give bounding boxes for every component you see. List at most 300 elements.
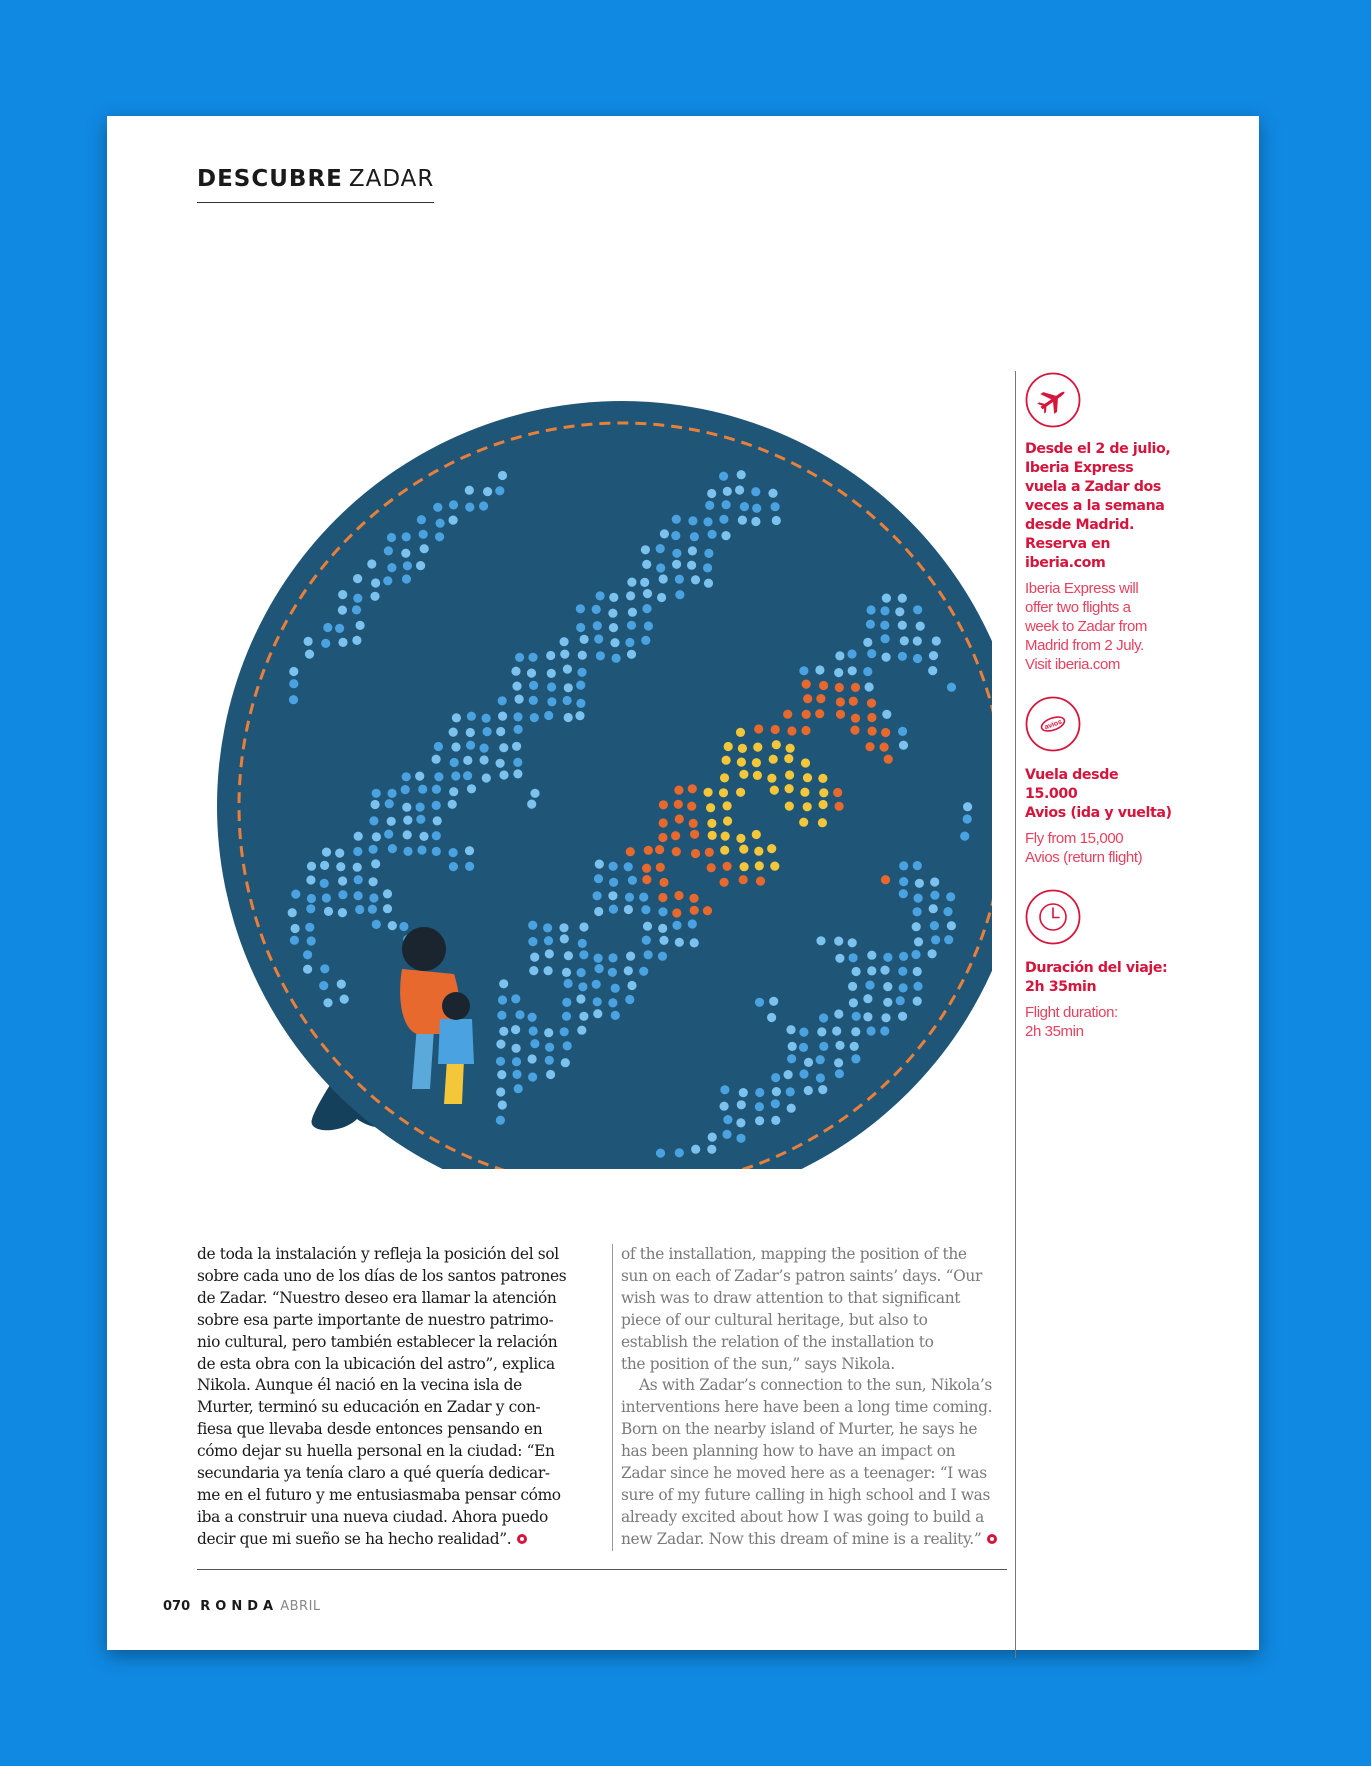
article-line: sobre cada uno de los días de los santos patrones [197, 1266, 567, 1285]
stone-light [704, 549, 713, 558]
article-line: establish the relation of the installation to [621, 1332, 934, 1351]
stone-light [403, 830, 412, 839]
stone-light [705, 501, 714, 510]
stone-light [593, 997, 602, 1006]
stone-light [480, 744, 489, 753]
stone-light [576, 994, 585, 1003]
stone-light [511, 1025, 520, 1034]
stone-light [740, 862, 749, 871]
stone-light [899, 877, 908, 886]
stone-light [708, 1133, 717, 1142]
stone-light [578, 939, 587, 948]
sidebar-line: desde Madrid. [1025, 517, 1134, 533]
stone-light [755, 861, 764, 870]
stone-light [291, 890, 300, 899]
magazine-name: RONDA [200, 1599, 279, 1614]
stone-light [930, 921, 939, 930]
stone-light [884, 755, 893, 764]
stone-light [499, 1027, 508, 1036]
stone-light [929, 904, 938, 913]
stone-light [514, 1084, 523, 1093]
stone-light [740, 502, 749, 511]
article-column-english [612, 1244, 1021, 1551]
stone-light [644, 846, 653, 855]
stone-light [402, 772, 411, 781]
stone-light [322, 848, 331, 857]
stone-light [848, 938, 857, 947]
stone-light [643, 589, 652, 598]
stone-light [547, 669, 556, 678]
stone-light [913, 982, 922, 991]
stone-light [737, 1100, 746, 1109]
article-line: Murter, terminó su educación en Zadar y con- [197, 1398, 541, 1417]
stone-light [544, 936, 553, 945]
stone-light [865, 981, 874, 990]
stone-light [641, 545, 650, 554]
stone-light [560, 1027, 569, 1036]
stone-light [672, 515, 681, 524]
stone-light [546, 1070, 555, 1079]
stone-light [786, 1087, 795, 1096]
stone-light [594, 907, 603, 916]
article-line: interventions here have been a long time coming. [621, 1398, 993, 1417]
stone-light [863, 994, 872, 1003]
stone-light [707, 1145, 716, 1154]
article-line: new Zadar. Now this dream of mine is a reality.” [621, 1529, 1021, 1551]
article-line: piece of our cultural heritage, but also to [621, 1310, 928, 1329]
stone-light [721, 531, 730, 540]
stone-light [578, 651, 587, 660]
stone-light [801, 726, 810, 735]
stone-light [543, 923, 552, 932]
article-line: Born on the nearby island of Murter, he says he [621, 1420, 978, 1439]
stone-light [739, 1088, 748, 1097]
stone-light [883, 998, 892, 1007]
stone-light [338, 606, 347, 615]
stone-light [544, 966, 553, 975]
stone-light [337, 980, 346, 989]
stone-light [737, 470, 746, 479]
stone-light [849, 953, 858, 962]
stone-light [900, 636, 909, 645]
stone-light [655, 845, 664, 854]
stone-light [575, 711, 584, 720]
stone-light [720, 1085, 729, 1094]
stone-light [402, 532, 411, 541]
stone-light [499, 770, 508, 779]
stone-light [596, 651, 605, 660]
stone-light [451, 771, 460, 780]
stone-light [819, 788, 828, 797]
stone-light [767, 844, 776, 853]
article-line: nio cultural, pero también establecer la relación [197, 1332, 558, 1351]
stone-light [656, 544, 665, 553]
stone-light [564, 979, 573, 988]
stone-light [736, 1134, 745, 1143]
magazine-page [107, 116, 1259, 1650]
stone-light [625, 638, 634, 647]
article-line: already excited about how I was going to build a [621, 1507, 984, 1526]
stone-light [687, 802, 696, 811]
stone-light [432, 847, 441, 856]
article-line: de Zadar. “Nuestro deseo era llamar la atención [197, 1288, 557, 1307]
stone-light [384, 830, 393, 839]
stone-light [834, 937, 843, 946]
stone-light [465, 486, 474, 495]
stone-light [577, 668, 586, 677]
stone-light [335, 624, 344, 633]
sidebar-avios-en [1025, 829, 1175, 867]
stone-light [816, 1055, 825, 1064]
stone-light [881, 634, 890, 643]
stone-light [511, 667, 520, 676]
stone-light [657, 593, 666, 602]
stone-light [883, 982, 892, 991]
stone-light [656, 863, 665, 872]
stone-light [833, 788, 842, 797]
stone-light [720, 846, 729, 855]
stone-light [434, 742, 443, 751]
stone-light [801, 758, 810, 767]
stone-light [802, 680, 811, 689]
page-folio [163, 1599, 321, 1614]
stone-light [511, 994, 520, 1003]
stone-light [290, 936, 299, 945]
stone-light [816, 694, 825, 703]
stone-light [387, 817, 396, 826]
stone-light [913, 997, 922, 1006]
article-line: has been planning how to have an impact on [621, 1442, 956, 1461]
sun-salutation-illustration [162, 369, 992, 1169]
stone-light [771, 502, 780, 511]
stone-light [913, 605, 922, 614]
page-number: 070 [163, 1599, 191, 1614]
stone-light [898, 727, 907, 736]
article-line: As with Zadar’s connection to the sun, Nikola’s [639, 1376, 992, 1395]
stone-light [899, 861, 908, 870]
stone-light [304, 637, 313, 646]
stone-light [579, 1012, 588, 1021]
stone-light [528, 937, 537, 946]
stone-light [546, 651, 555, 660]
stone-light [371, 800, 380, 809]
stone-light [785, 770, 794, 779]
stone-light [799, 818, 808, 827]
stone-light [659, 818, 668, 827]
stone-light [708, 530, 717, 539]
stone-light [756, 877, 765, 886]
stone-light [452, 713, 461, 722]
stone-light [530, 953, 539, 962]
stone-light [706, 803, 715, 812]
stone-light [529, 1026, 538, 1035]
stone-light [867, 966, 876, 975]
stone-light [479, 501, 488, 510]
stone-light [594, 954, 603, 963]
stone-light [834, 1009, 843, 1018]
stone-light [898, 967, 907, 976]
stone-light [848, 666, 857, 675]
stone-light [658, 907, 667, 916]
stone-light [913, 861, 922, 870]
stone-light [930, 877, 939, 886]
plane-icon [1025, 372, 1081, 428]
stone-light [496, 1057, 505, 1066]
stone-light [451, 742, 460, 751]
stone-light [307, 894, 316, 903]
stone-light [513, 769, 522, 778]
stone-light [545, 1056, 554, 1065]
stone-light [783, 710, 792, 719]
stone-light [624, 862, 633, 871]
stone-light [851, 683, 860, 692]
stone-light [498, 471, 507, 480]
stone-light [384, 546, 393, 555]
stone-light [771, 1099, 780, 1108]
stone-light [753, 743, 762, 752]
stone-light [498, 995, 507, 1004]
stone-light [530, 789, 539, 798]
sidebar-duration-es [1025, 959, 1175, 997]
sidebar-line: Duración del viaje: [1025, 960, 1168, 976]
stone-light [719, 472, 728, 481]
stone-light [448, 800, 457, 809]
stone-light [752, 504, 761, 513]
stone-light [547, 697, 556, 706]
stone-light [915, 879, 924, 888]
sidebar-line: Desde el 2 de julio, [1025, 441, 1171, 457]
stone-light [580, 635, 589, 644]
stone-light [691, 849, 700, 858]
stone-light [338, 876, 347, 885]
sidebar-line: vuela a Zadar dos [1025, 479, 1161, 495]
stone-light [755, 998, 764, 1007]
stone-light [624, 905, 633, 914]
sidebar-line: Madrid from 2 July. [1025, 637, 1144, 654]
stone-light [495, 486, 504, 495]
stone-light [528, 1072, 537, 1081]
sidebar-line: Iberia Express will [1025, 580, 1139, 597]
stone-light [720, 878, 729, 887]
stone-light [340, 995, 349, 1004]
stone-light [785, 802, 794, 811]
stone-light [819, 1013, 828, 1022]
stone-light [419, 832, 428, 841]
stone-light [928, 666, 937, 675]
stone-light [418, 785, 427, 794]
stone-light [530, 713, 539, 722]
stone-light [707, 819, 716, 828]
stone-light [883, 953, 892, 962]
stone-light [675, 814, 684, 823]
stone-light [644, 950, 653, 959]
sidebar-line: Visit iberia.com [1025, 656, 1121, 673]
stone-light [305, 923, 314, 932]
stone-light [642, 560, 651, 569]
stone-light [289, 667, 298, 676]
stone-light [323, 623, 332, 632]
stone-light [527, 800, 536, 809]
stone-light [592, 605, 601, 614]
stone-light [818, 818, 827, 827]
stone-light [723, 1115, 732, 1124]
stone-light [804, 1086, 813, 1095]
stone-light [498, 712, 507, 721]
stone-light [515, 1010, 524, 1019]
stone-light [672, 921, 681, 930]
article-line: cómo dejar su huella personal en la ciudad: “En [197, 1442, 555, 1461]
sidebar-duration-en [1025, 1003, 1175, 1041]
stone-light [818, 774, 827, 783]
stone-light [609, 593, 618, 602]
article-line: iba a construir una nueva ciudad. Ahora puedo [197, 1507, 548, 1526]
stone-light [544, 1028, 553, 1037]
stone-light [946, 892, 955, 901]
article-line: sure of my future calling in high school and I was [621, 1485, 991, 1504]
stone-light [723, 801, 732, 810]
stone-light [816, 936, 825, 945]
stone-light [544, 711, 553, 720]
stone-light [578, 982, 587, 991]
stone-light [498, 1100, 507, 1109]
stone-light [851, 1054, 860, 1063]
stone-light [688, 919, 697, 928]
stone-light [560, 934, 569, 943]
stone-light [931, 935, 940, 944]
stone-light [836, 710, 845, 719]
issue-month: ABRIL [280, 1599, 321, 1614]
stone-light [626, 847, 635, 856]
stone-light [545, 1043, 554, 1052]
stone-light [482, 773, 491, 782]
stone-light [627, 650, 636, 659]
stone-light [353, 574, 362, 583]
stone-light [625, 893, 634, 902]
article-line: the position of the sun,” says Nikola. [621, 1354, 895, 1373]
stone-light [498, 696, 507, 705]
article-line: wish was to draw attention to that significant [621, 1288, 961, 1307]
stone-light [751, 517, 760, 526]
stone-light [387, 563, 396, 572]
stone-light [564, 683, 573, 692]
stone-light [609, 862, 618, 871]
stone-light [705, 848, 714, 857]
stone-light [799, 666, 808, 675]
stone-light [321, 639, 330, 648]
stone-light [896, 996, 905, 1005]
stone-light [880, 606, 889, 615]
stone-light [768, 489, 777, 498]
stone-light [608, 953, 617, 962]
stone-light [369, 845, 378, 854]
section-place: ZADAR [348, 166, 435, 192]
stone-light [913, 654, 922, 663]
stone-light [723, 816, 732, 825]
stone-light [338, 590, 347, 599]
stone-light [436, 519, 445, 528]
stone-light [388, 789, 397, 798]
stone-light [834, 668, 843, 677]
stone-light [450, 758, 459, 767]
stone-light [388, 921, 397, 930]
stone-light [672, 847, 681, 856]
stone-light [563, 665, 572, 674]
stone-light [739, 875, 748, 884]
stone-light [752, 830, 761, 839]
stone-light [320, 964, 329, 973]
stone-light [659, 800, 668, 809]
stone-light [402, 803, 411, 812]
stone-light [628, 608, 637, 617]
stone-light [368, 905, 377, 914]
stone-light [863, 667, 872, 676]
stone-light [560, 637, 569, 646]
stone-light [388, 844, 397, 853]
stone-light [338, 890, 347, 899]
stone-light [577, 968, 586, 977]
stone-light [690, 906, 699, 915]
stone-light [594, 634, 603, 643]
stone-light [898, 594, 907, 603]
stone-light [707, 489, 716, 498]
stone-light [723, 862, 732, 871]
stone-light [497, 1011, 506, 1020]
stone-light [372, 920, 381, 929]
stone-light [770, 786, 779, 795]
stone-light [612, 654, 621, 663]
stone-light [802, 710, 811, 719]
stone-light [449, 728, 458, 737]
stone-light [639, 967, 648, 976]
stone-light [559, 923, 568, 932]
stone-light [704, 579, 713, 588]
stone-light [352, 605, 361, 614]
stone-light [819, 681, 828, 690]
stone-light [867, 1026, 876, 1035]
stone-light [708, 831, 717, 840]
stone-light [433, 816, 442, 825]
sidebar-avios-es [1025, 766, 1175, 823]
stone-light [785, 784, 794, 793]
stone-light [835, 802, 844, 811]
stone-light [863, 638, 872, 647]
stone-light [881, 728, 890, 737]
stone-light [658, 833, 667, 842]
stone-light [899, 741, 908, 750]
stone-light [611, 1011, 620, 1020]
stone-light [850, 726, 859, 735]
stone-light [592, 980, 601, 989]
stone-light [963, 802, 972, 811]
stone-light [755, 1088, 764, 1097]
stone-light [672, 560, 681, 569]
stone-light [561, 1058, 570, 1067]
stone-light [403, 561, 412, 570]
stone-light [419, 530, 428, 539]
stone-light [944, 935, 953, 944]
stone-light [354, 891, 363, 900]
stone-light [449, 500, 458, 509]
stone-light [609, 878, 618, 887]
stone-light [463, 756, 472, 765]
stone-light [804, 1058, 813, 1067]
end-of-article-mark [987, 1534, 997, 1544]
stone-light [772, 516, 781, 525]
stone-light [803, 694, 812, 703]
section-header [197, 166, 434, 203]
stone-light [738, 516, 747, 525]
article-line: Zadar since he moved here as a teenager: “I was [621, 1464, 987, 1483]
